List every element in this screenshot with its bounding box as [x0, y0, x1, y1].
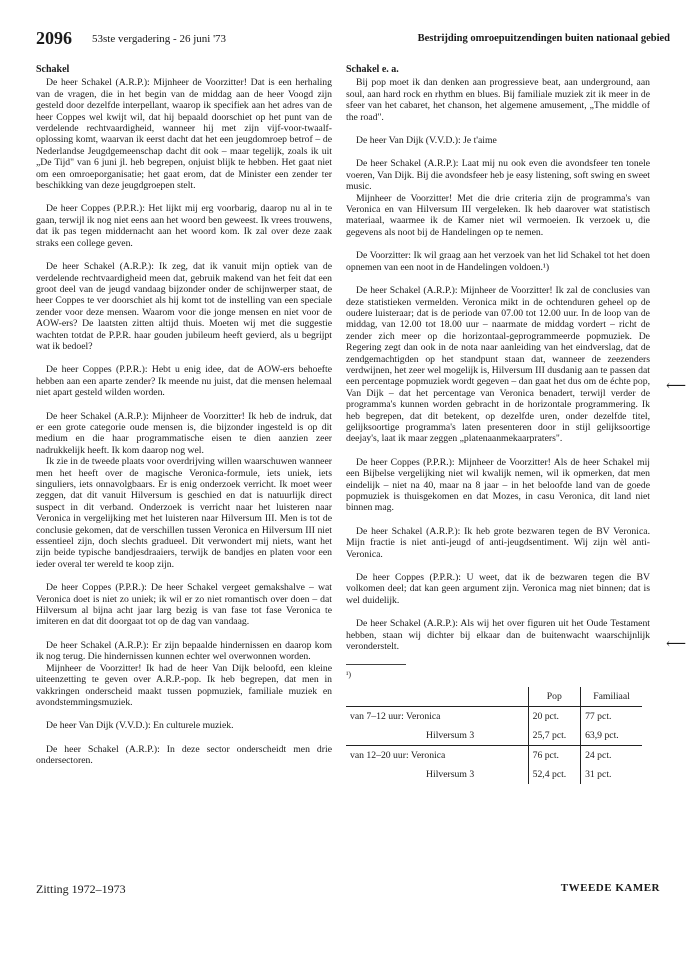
table-cell: 63,9 pct. — [581, 726, 642, 746]
paragraph: De Voorzitter: Ik wil graag aan het verzoek van het lid Schakel tot het doen opnemen van een noot in de Handelingen voldoen.¹) — [346, 250, 650, 273]
margin-mark: ⟵ — [666, 379, 687, 394]
session-info: 53ste vergadering - 26 juni '73 — [92, 33, 227, 45]
table-row — [346, 726, 642, 746]
table-row — [346, 745, 642, 765]
table-cell: 76 pct. — [528, 745, 580, 765]
table-row — [346, 706, 642, 726]
footer-chamber: TWEEDE KAMER — [560, 882, 660, 894]
table-header-cell: Pop — [528, 687, 580, 707]
paragraph: De heer Schakel (A.R.P.): Ik zeg, dat ik vanuit mijn optiek van de verdelende rechtvaardigheid meen dat, gebruik makend van het feit dat een groot deel van de jeugd vandaag bijzonder onder de schijnwerper staat, de heer Coppes te ver doorschiet als hij komt tot de instelling van een speciale zender voor deze mensen. Waarom voor die jonge mensen en niet voor de AOW-ers? De laatsten zitten altijd thuis. Moeten wij met die suggestie wachten totdat de P.P.R. haar gouden jubileum heeft gevierd, als u begrijpt wat ik bedoel? — [36, 261, 332, 352]
table-cell: 52,4 pct. — [528, 765, 580, 784]
table-cell: 77 pct. — [581, 706, 642, 726]
left-column — [36, 64, 332, 779]
table-cell: Hilversum 3 — [426, 768, 475, 780]
paragraph: De heer Schakel (A.R.P.): Laat mij nu ook even die avondsfeer ten tonele voeren, Van Dijk. Bij die avondsfeer heb je easy listening, soft swing en sweet music. — [346, 158, 650, 193]
page-header — [36, 28, 670, 50]
table-header-row — [346, 687, 642, 707]
paragraph: De heer Schakel (A.R.P.): Als wij het over figuren uit het Oude Testament hebben, staan wij dichter bij elkaar dan de buitenwacht waarschijnlijk veronderstelt. — [346, 618, 650, 653]
right-column-heading: Schakel e. a. — [346, 64, 399, 75]
table-cell: 24 pct. — [581, 745, 642, 765]
table-cell: 25,7 pct. — [528, 726, 580, 746]
paragraph: De heer Coppes (P.P.R.): Hebt u enig idee, dat de AOW-ers behoefte hebben aan een aparte zender? Ik meende nu juist, dat die mensen helemaal niet apart gesteld wilden worden. — [36, 364, 332, 399]
page-number: 2096 — [36, 28, 72, 48]
paragraph: De heer Schakel (A.R.P.): Er zijn bepaalde hindernissen en daarop kom ik nog terug. Die hindernissen kunnen echter wel overwonnen worden. — [36, 639, 332, 663]
table-header-cell — [346, 687, 528, 707]
right-column — [346, 64, 650, 784]
paragraph: De heer Coppes (P.P.R.): Het lijkt mij erg voorbarig, daarop nu al in te gaan, terwijl ik nog niet eens aan het woord ben geweest. Ik vrees trouwens, dat ik pas tegen middernacht aan het woord kom. Ik zal over deze zaak straks een college geven. — [36, 203, 332, 249]
document-subject: Bestrijding omroepuitzendingen buiten nationaal gebied — [417, 33, 670, 44]
paragraph: De heer Coppes (P.P.R.): De heer Schakel vergeet gemakshalve – wat Veronica doet is niet zo uniek; ik wil er zo niet romantisch over doen – dat Hilversum al bijna acht jaar larg bezig is van fase tot fase Veronica te imiteren en dat dit doorgaat tot op de dag van vandaag. — [36, 582, 332, 628]
paragraph: De heer Schakel (A.R.P.): In deze sector onderscheidt men drie ondersectoren. — [36, 743, 332, 767]
paragraph: Ik zie in de tweede plaats voor overdrijving willen waarschuwen wanneer men het heeft over de magische Veronica-formule, iets uniek, iets singuliers, iets onnavolgbaars. Er is enig onderzoek verricht. Ik moet weer zeggen, dat dit vanuit Hilversum is geschied en dat is natuurlijk direct suspect in dit verband. Onderzoek is verricht naar het luisteren naar Veronica in vergelijking met het luisteren naar Hilversum III. Men is tot de conclusie gekomen, dat de verschillen tussen Veronica en Hilversum III niet essentieel zijn, doch slechts gradueel. Dit verwondert mij niets, want het zijn beide typische bandjesdraaiers, terwijk de bandjes en platen voor een ieder overal ter wereld te koop zijn. — [36, 456, 332, 570]
table-cell: van 12–20 uur: Veronica — [346, 745, 528, 765]
footnote-marker: ¹) — [346, 670, 352, 680]
paragraph: De heer Schakel (A.R.P.): Mijnheer de Voorzitter! Ik zal de conclusies van deze statistieken vermelden. Veronica mikt in de ochtenduren geheel op de oudere luisteraar; dat is de periode van 07.00 tot 12.00 uur. In de loop van de middag, van 12.00 tot 18.00 uur – naarmate de middag vordert – richt de zender zich meer op die horizontaal-geprogrammeerde popmuziek. De Regering zegt dan ook in de nota naar aanleiding van het eindverslag, dat de zendgemachtigden op het standpunt staan dat, wanneer de zeezenders verdwijnen, het zeer wel mogelijk is, Hilversum III dusdanig aan te passen dat een percentage popmuziek wordt gegeven – dan gaat het dus om de échte pop, Van Dijk – dat het percentage van Veronica benadert, terwijl verder de programma's kunnen worden gebracht in de horizontale programmering. Ik heb begrepen, dat dit betekent, op dezelfde uren, onder dezelfde titel, gelijksoortige programma's laten presenteren door in stijl gelijksoortige deejay's, laat ik maar zeggen „platenaanmekaarpraters". — [346, 285, 650, 445]
table-cell: 20 pct. — [528, 706, 580, 726]
paragraph: De heer Coppes (P.P.R.): Mijnheer de Voorzitter! Als de heer Schakel mij een Bijbelse vergelijking niet wil kwalijk nemen, wil ik opmerken, dat men eindelijk – niet na 40, maar na 8 jaar – in het beloofde land van de goede popmuziek is thuisgekomen en dat Mozes, in casu Veronica, dit land niet binnen mag. — [346, 456, 650, 514]
paragraph: Mijnheer de Voorzitter! Ik had de heer Van Dijk beloofd, een kleine uiteenzetting te geven over A.R.P.-pop. Ik heb begrepen, dat men in vakkringen onderscheid maakt tussen popmuziek, familiale muziek en avondstemmingsmuziek. — [36, 662, 332, 708]
footer-session: Zitting 1972–1973 — [36, 882, 126, 896]
margin-mark: ⟵ — [666, 637, 687, 652]
table-row — [346, 765, 642, 784]
table-cell: van 7–12 uur: Veronica — [350, 710, 441, 722]
paragraph: Bij pop moet ik dan denken aan progressieve beat, aan underground, aan soul, aan hard rock en rhythm en blues. Bij familiale muziek zit ik meer in de sfeer van het cabaret, het chanson, het algemene amusement, „The middle of the road". — [346, 77, 650, 123]
paragraph: De heer Schakel (A.R.P.): Mijnheer de Voorzitter! Dat is een herhaling van de vragen, die in het begin van de middag aan de heer Voogd zijn gesteld door dezelfde interpellant, waarop ik specifiek aan het adres van de heer Coppes wel kwijt wil, dat hij bepaald doorschiet op het punt van de verdelende rechtvaardigheid, wanneer hij met zijn vijf-voor-twaalf-oplossing komt, waarvan ik eerst dacht dat het een jeugdomroep betrof – de Nederlandse Jeugdgemeenschap dacht dit ook – maar tegelijk, zoals ik uit „De Tijd" van 6 juni jl. heb begrepen, onjuist blijk te hebben. Het gaat niet om een omroeporganisatie; het gaat erom, dat de Minister een zender ter beschikking van deze jeugdgroepen stelt. — [36, 77, 332, 192]
paragraph: De heer Van Dijk (V.V.D.): En culturele muziek. — [46, 720, 234, 732]
table-header-cell: Familiaal — [581, 687, 642, 707]
paragraph: De heer Schakel (A.R.P.): Mijnheer de Voorzitter! Ik heb de indruk, dat er een grote categorie oude mensen is, die bijzonder ingesteld is op dit medium en die haar programmatische eisen te dien aanzien zeer nadrukkelijk heeft. Ik kom daarop nog wel. — [36, 410, 332, 456]
statistics-table — [346, 687, 642, 784]
paragraph: De heer Schakel (A.R.P.): Ik heb grote bezwaren tegen de BV Veronica. Mijn fractie is niet anti-jeugd of anti-jeugdsentiment. Wij zijn wèl anti-Veronica. — [346, 525, 650, 560]
footnote-divider — [346, 664, 406, 665]
table-cell: 31 pct. — [581, 765, 642, 784]
paragraph: De heer Van Dijk (V.V.D.): Je t'aime — [356, 135, 497, 147]
paragraph: De heer Coppes (P.P.R.): U weet, dat ik de bezwaren tegen die BV volkomen deel; dat kan geen argument zijn. Veronica mag niet binnen; dat is wel duidelijk. — [346, 572, 650, 606]
table-cell: Hilversum 3 — [426, 729, 475, 741]
paragraph: Mijnheer de Voorzitter! Met die drie criteria zijn de programma's van Veronica en van Hilversum III vergeleken. Ik heb daarover wat statistisch materiaal, waarmee ik de Kamer niet wil vermoeien. Ik verzoek u, die gegevens als noot bij de Handelingen op te nemen. — [346, 192, 650, 238]
left-column-heading: Schakel — [36, 64, 70, 75]
